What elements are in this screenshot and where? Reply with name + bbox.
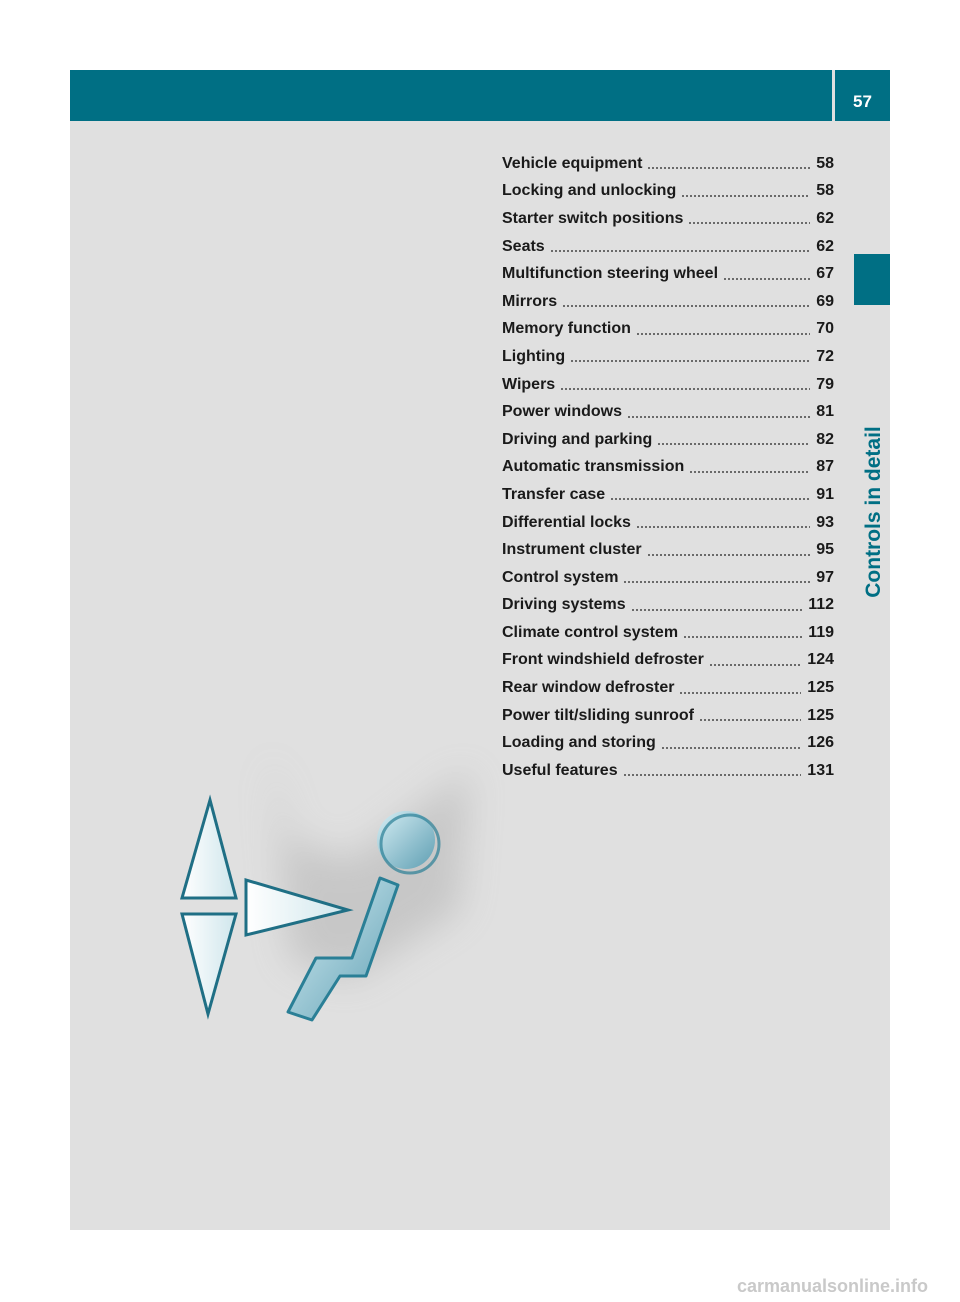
toc-entry-title: Instrument cluster xyxy=(502,541,642,559)
toc-entry[interactable] xyxy=(502,178,834,206)
toc-entry[interactable] xyxy=(502,371,834,399)
toc-leader-dots xyxy=(610,498,810,500)
toc-entry[interactable] xyxy=(502,647,834,675)
toc-entry-page: 79 xyxy=(816,375,834,393)
toc-leader-dots xyxy=(636,333,810,335)
toc-entry[interactable] xyxy=(502,509,834,537)
toc-entry[interactable] xyxy=(502,426,834,454)
table-of-contents xyxy=(502,150,834,785)
toc-leader-dots xyxy=(683,636,802,638)
toc-entry-title: Power tilt/sliding sunroof xyxy=(502,706,694,724)
toc-entry-page: 125 xyxy=(807,679,834,697)
toc-entry-page: 72 xyxy=(816,347,834,365)
toc-entry[interactable] xyxy=(502,481,834,509)
header-bar xyxy=(70,70,832,121)
chapter-tab-marker xyxy=(854,254,890,305)
toc-leader-dots xyxy=(689,471,810,473)
toc-leader-dots xyxy=(550,250,810,252)
toc-leader-dots xyxy=(636,526,810,528)
toc-leader-dots xyxy=(560,388,810,390)
toc-leader-dots xyxy=(623,581,810,583)
toc-entry[interactable] xyxy=(502,757,834,785)
toc-entry-title: Climate control system xyxy=(502,623,679,641)
toc-leader-dots xyxy=(647,554,810,556)
toc-leader-dots xyxy=(647,167,810,169)
toc-entry-page: 58 xyxy=(816,154,834,172)
watermark: carmanualsonline.info xyxy=(736,1276,928,1296)
toc-entry-page: 58 xyxy=(816,182,834,200)
toc-leader-dots xyxy=(699,719,801,721)
toc-entry-page: 119 xyxy=(808,623,834,641)
toc-entry-page: 62 xyxy=(816,209,834,227)
toc-entry[interactable] xyxy=(502,564,834,592)
toc-entry-title: Automatic transmission xyxy=(502,458,685,476)
page-number: 57 xyxy=(853,92,872,111)
toc-entry[interactable] xyxy=(502,398,834,426)
toc-leader-dots xyxy=(623,774,802,776)
toc-entry-title: Multifunction steering wheel xyxy=(502,265,719,283)
toc-entry-title: Loading and storing xyxy=(502,734,656,752)
toc-entry-title: Vehicle equipment xyxy=(502,154,643,172)
toc-leader-dots xyxy=(723,278,810,280)
toc-entry[interactable] xyxy=(502,592,834,620)
toc-entry-title: Starter switch positions xyxy=(502,209,684,227)
toc-entry[interactable] xyxy=(502,288,834,316)
toc-entry-page: 95 xyxy=(816,541,834,559)
toc-entry-title: Driving systems xyxy=(502,596,626,614)
toc-entry-page: 131 xyxy=(807,761,834,779)
toc-entry-page: 91 xyxy=(816,485,834,503)
toc-entry-page: 125 xyxy=(807,706,834,724)
toc-entry-page: 112 xyxy=(808,596,834,614)
seated-driver-icon xyxy=(170,730,510,1040)
toc-entry-title: Locking and unlocking xyxy=(502,182,677,200)
toc-entry[interactable] xyxy=(502,619,834,647)
toc-leader-dots xyxy=(681,195,810,197)
toc-entry-title: Front windshield defroster xyxy=(502,651,704,669)
toc-entry-page: 87 xyxy=(816,458,834,476)
toc-leader-dots xyxy=(661,747,802,749)
toc-entry-page: 69 xyxy=(816,292,834,310)
toc-entry-title: Lighting xyxy=(502,347,566,365)
toc-entry[interactable] xyxy=(502,205,834,233)
toc-entry-title: Differential locks xyxy=(502,513,631,531)
toc-leader-dots xyxy=(709,664,802,666)
toc-entry-page: 81 xyxy=(816,403,834,421)
toc-leader-dots xyxy=(631,609,803,611)
toc-entry[interactable] xyxy=(502,233,834,261)
toc-entry-title: Memory function xyxy=(502,320,631,338)
toc-entry-page: 93 xyxy=(816,513,834,531)
toc-leader-dots xyxy=(627,416,810,418)
toc-entry[interactable] xyxy=(502,536,834,564)
toc-entry-page: 97 xyxy=(816,568,834,586)
toc-entry-title: Driving and parking xyxy=(502,430,653,448)
toc-entry[interactable] xyxy=(502,674,834,702)
toc-entry-page: 126 xyxy=(807,734,834,752)
toc-entry-title: Power windows xyxy=(502,403,623,421)
toc-leader-dots xyxy=(679,692,801,694)
toc-entry[interactable] xyxy=(502,454,834,482)
toc-entry[interactable] xyxy=(502,316,834,344)
toc-entry-page: 70 xyxy=(816,320,834,338)
toc-leader-dots xyxy=(570,360,810,362)
toc-entry-page: 124 xyxy=(807,651,834,669)
toc-entry-page: 67 xyxy=(816,265,834,283)
toc-entry-title: Useful features xyxy=(502,761,618,779)
toc-entry-title: Wipers xyxy=(502,375,556,393)
toc-leader-dots xyxy=(657,443,810,445)
toc-entry[interactable] xyxy=(502,729,834,757)
toc-entry-title: Seats xyxy=(502,237,545,255)
toc-entry[interactable] xyxy=(502,260,834,288)
toc-leader-dots xyxy=(562,305,810,307)
toc-entry-page: 62 xyxy=(816,237,834,255)
toc-entry-page: 82 xyxy=(816,430,834,448)
toc-entry-title: Mirrors xyxy=(502,292,558,310)
toc-leader-dots xyxy=(688,222,810,224)
toc-entry[interactable] xyxy=(502,343,834,371)
toc-entry[interactable] xyxy=(502,702,834,730)
toc-entry[interactable] xyxy=(502,150,834,178)
toc-entry-title: Rear window defroster xyxy=(502,679,675,697)
toc-entry-title: Transfer case xyxy=(502,485,606,503)
toc-entry-title: Control system xyxy=(502,568,619,586)
